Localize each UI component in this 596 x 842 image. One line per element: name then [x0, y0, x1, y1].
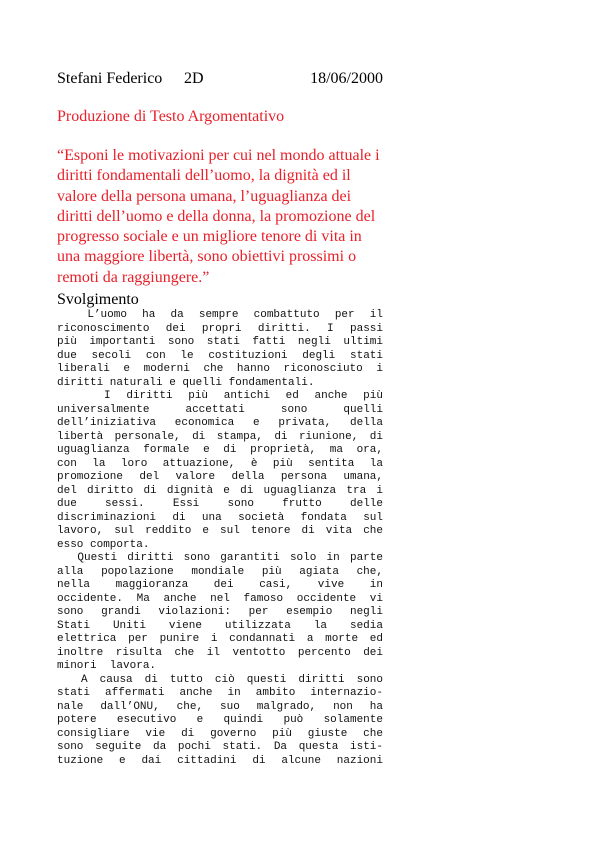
body-line: sono seguite da pochi stati. Da questa isti-	[57, 741, 383, 753]
body-line: uguaglianza formale e di proprietà, ma ora,	[57, 444, 383, 456]
body-line: più importanti sono stati fatti negli ultimi	[57, 336, 383, 348]
body-line: diritti naturali e quelli fondamentali.	[57, 376, 315, 389]
prompt-line: valore della persona umana, l’uguaglianza dei	[57, 187, 352, 205]
body-line: elettrica per punire i condannati a morte ed	[57, 633, 383, 645]
body-line: sono grandi violazioni: per esempio negli	[57, 606, 383, 618]
author-name: Stefani Federico	[57, 70, 163, 87]
body-line: minori lavora.	[57, 660, 157, 672]
prompt-line: una maggiore libertà, sono obiettivi prossimi o	[57, 248, 357, 266]
body-line: riconoscimento dei propri diritti. I passi	[57, 322, 383, 335]
document-title: Produzione di Testo Argomentativo	[57, 108, 285, 125]
body-line: L’uomo ha da sempre combattuto per il	[57, 309, 383, 321]
body-line: con la loro attuazione, è più sentita la	[57, 457, 383, 470]
body-line: Questi diritti sono garantiti solo in parte	[57, 552, 383, 564]
prompt-line: remoti da raggiungere.”	[57, 268, 210, 286]
essay-body	[57, 309, 383, 768]
body-line: discriminazioni di una società fondata sul	[57, 511, 383, 524]
body-line: universalmente accettati sono quelli	[57, 403, 383, 416]
prompt-line: diritti fondamentali dell’uomo, la dignità ed il	[57, 167, 351, 185]
body-line: potere esecutivo e quindi può solamente	[57, 714, 383, 726]
section-heading: Svolgimento	[57, 291, 139, 308]
body-line: tuzione e dai cittadini di alcune nazioni	[57, 754, 383, 767]
prompt-line: “Esponi le motivazioni per cui nel mondo attuale i	[57, 147, 380, 164]
class-label: 2D	[184, 70, 204, 87]
body-line: inoltre risulta che il ventotto percento dei	[57, 646, 383, 659]
body-line: esso comporta.	[57, 538, 150, 551]
body-line: nale dall’ONU, che, suo malgrado, non ha	[57, 700, 383, 713]
body-line: lavoro, sul reddito e sul tenore di vita che	[57, 525, 383, 537]
body-line: due secoli con le costituzioni degli stati	[57, 349, 383, 362]
body-line: occidente. Ma anche nel famoso occidente vi	[57, 592, 383, 605]
body-line: A causa di tutto ciò questi diritti sono	[57, 673, 383, 686]
prompt-line: diritti dell’uomo e della donna, la promozione del	[57, 207, 376, 225]
body-line: dell’iniziativa economica e privata, della	[57, 417, 383, 429]
body-line: nella maggioranza dei casi, vive in	[57, 579, 383, 591]
body-line: promozione del valore della persona umana,	[57, 471, 383, 483]
document-date: 18/06/2000	[310, 70, 383, 87]
body-line: Stati Uniti viene utilizzata la sedia	[57, 619, 383, 632]
body-line: del diritto di dignità e di uguaglianza tra i	[57, 484, 383, 497]
body-line: I diritti più antichi ed anche più	[57, 390, 383, 402]
prompt-line: progresso sociale e un migliore tenore di vita in	[57, 228, 362, 246]
body-line: libertà personale, di stampa, di riunione, di	[57, 430, 383, 443]
body-line: liberali e moderni che hanno riconosciuto i	[57, 363, 383, 375]
essay-prompt	[57, 146, 387, 288]
body-line: stati affermati anche in ambito internazio-	[57, 687, 383, 699]
body-line: alla popolazione mondiale più agiata che,	[57, 565, 383, 578]
body-line: due sessi. Essi sono frutto delle	[57, 498, 383, 510]
body-line: consigliare vie di governo più giuste che	[57, 727, 383, 740]
